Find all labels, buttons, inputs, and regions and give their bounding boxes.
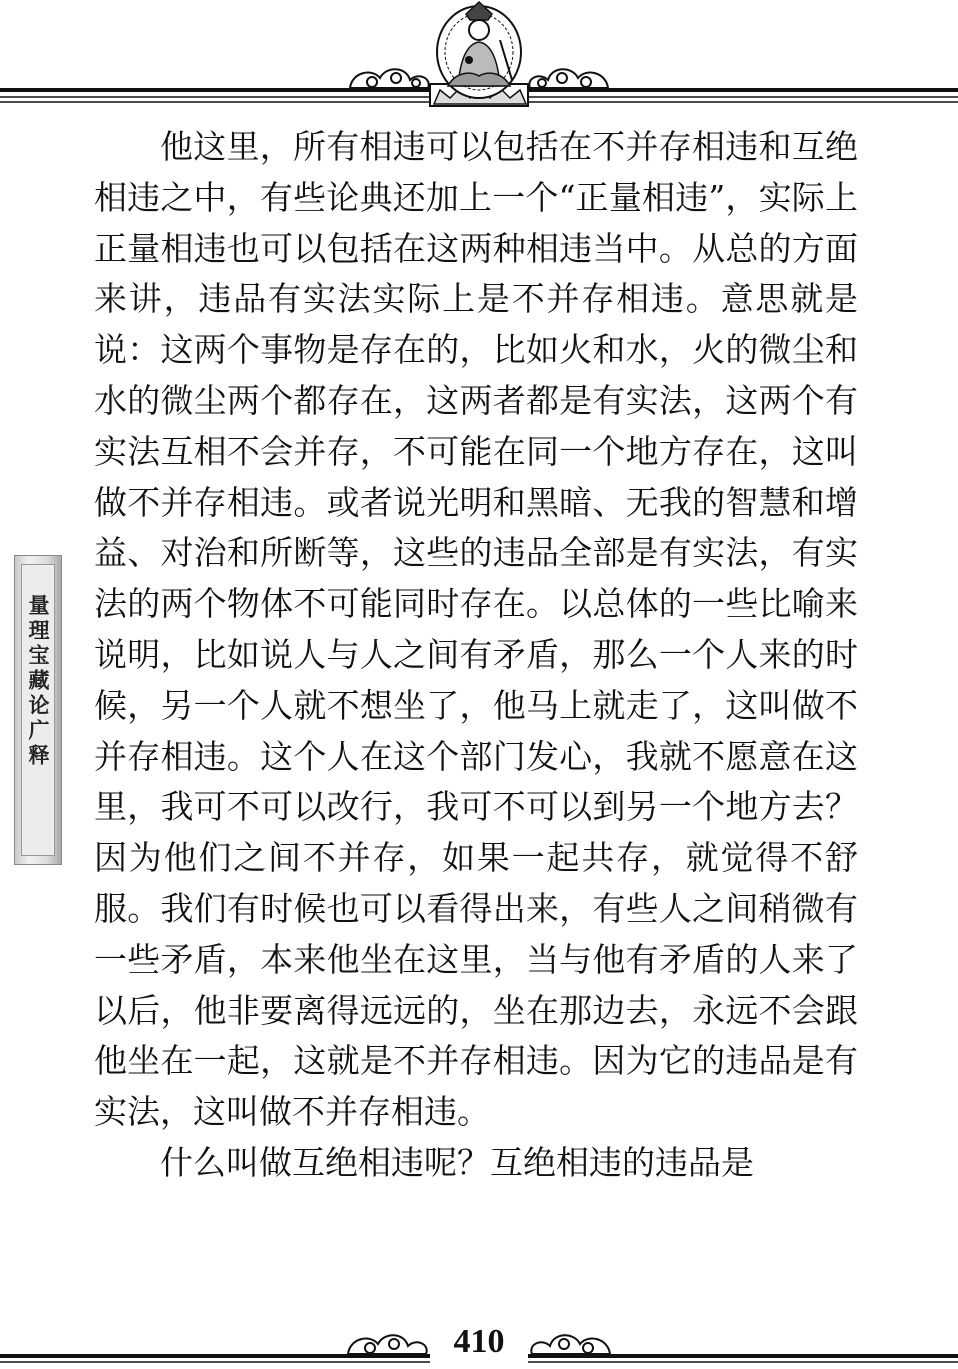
buddha-figure-icon (430, 2, 528, 106)
book-title-side-tab (14, 555, 62, 865)
paragraph-1: 他这里，所有相违可以包括在不并存相违和互绝相违之中，有些论典还加上一个“正量相违”，实际上正量相违也可以包括在这两种相违当中。从总的方面来讲，违品有实法实际上是不并存相违。意思就是说：这两个事物是存在的，比如火和水，火的微尘和水的微尘两个都存在，这两者都是有实法，这两个有实法互相不会并存，不可能在同一个地方存在，这叫做不并存相违。或者说光明和黑暗、无我的智慧和增益、对治和所断等，这些的违品全部是有实法，有实法的两个物体不可能同时存在。以总体的一些比喻来说明，比如说人与人之间有矛盾，那么一个人来的时候，另一个人就不想坐了，他马上就走了，这叫做不并存相违。这个人在这个部门发心，我就不愿意在这里，我可不可以改行，我可不可以到另一个地方去？因为他们之间不并存，如果一起共存，就觉得不舒服。我们有时候也可以看得出来，有些人之间稍微有一些矛盾，本来他坐在这里，当与他有矛盾的人来了以后，他非要离得远远的，坐在那边去，永远不会跟他坐在一起，这就是不并存相违。因为它的违品是有实法，这叫做不并存相违。 (94, 127, 858, 1132)
header-ornament (0, 0, 958, 110)
page-body (94, 122, 858, 1189)
page-number: 410 (453, 1323, 505, 1360)
cloud-right-icon (529, 69, 608, 88)
book-title-vertical: 量理宝藏论广释 (26, 594, 50, 769)
paragraph-2: 什么叫做互绝相违呢？互绝相违的违品是 (160, 1142, 754, 1182)
cloud-left-icon (350, 69, 429, 88)
